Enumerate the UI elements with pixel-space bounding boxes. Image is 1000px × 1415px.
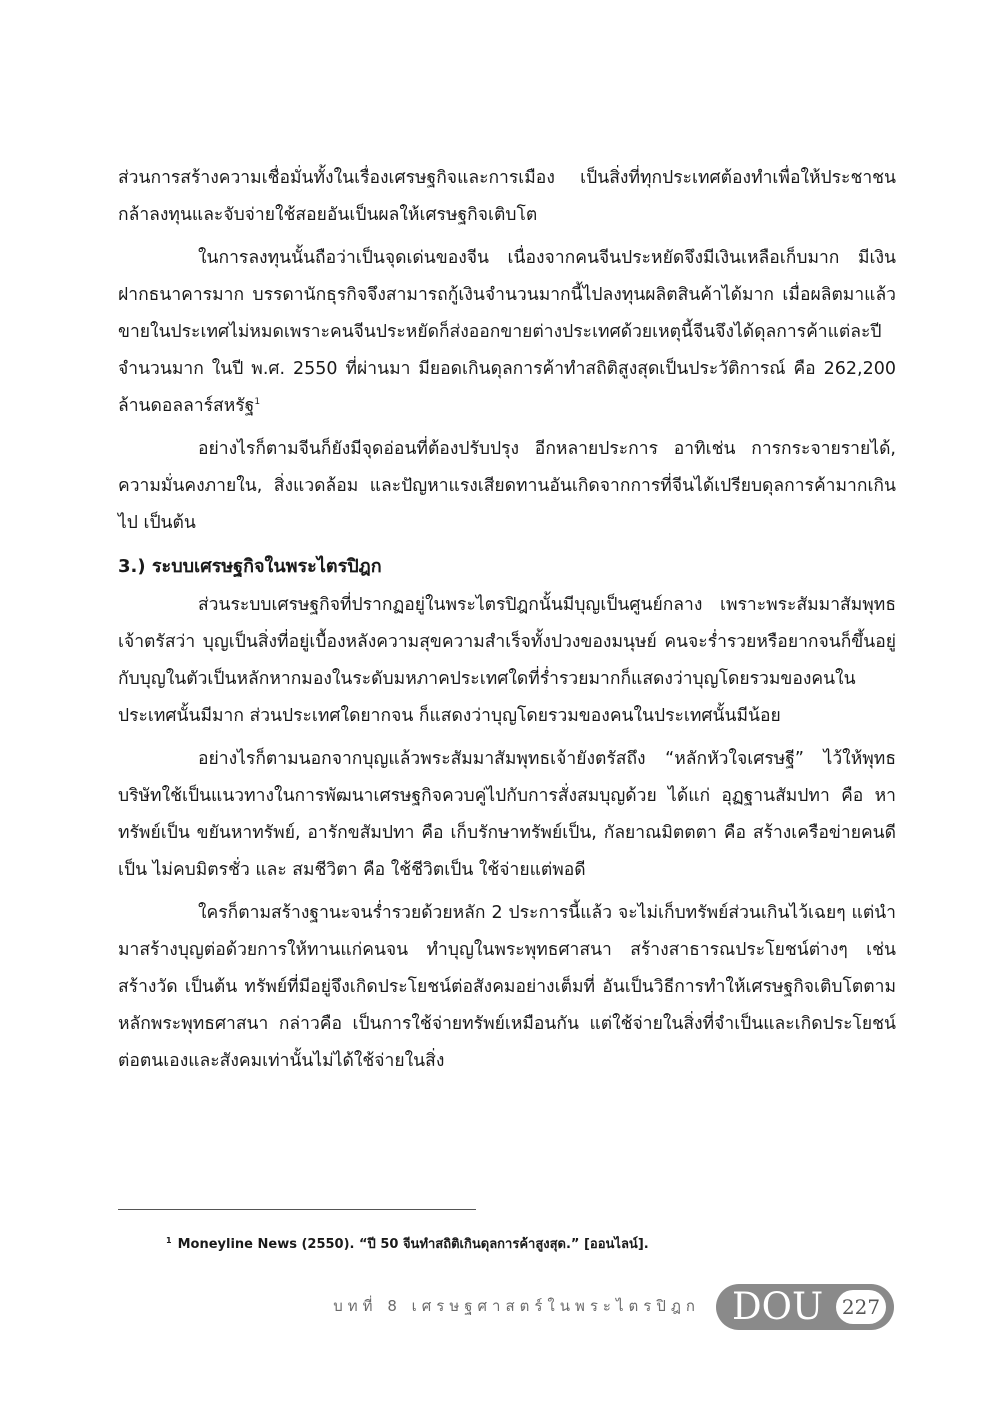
running-title: บทที่ 8 เศรษฐศาสตร์ในพระไตรปิฎก (333, 1297, 700, 1315)
page-body (118, 160, 896, 1080)
page-footer (0, 1284, 1000, 1330)
footnote-reference[interactable]: 1 (254, 397, 261, 408)
paragraph-weaknesses: อย่างไรก็ตามจีนก็ยังมีจุดอ่อนที่ต้องปรับปรุง อีกหลายประการ อาทิเช่น การกระจายรายได้, ความมั่นคงภายใน, สิ่งแวดล้อม และปัญหาแรงเสียดทานอันเกิดจากการที่จีนได้เปรียบดุลการค้ามากเกินไป เป็นต้น (118, 439, 896, 533)
paragraph-merit-system: ส่วนระบบเศรษฐกิจที่ปรากฏอยู่ในพระไตรปิฎกนั้นมีบุญเป็นศูนย์กลาง เพราะพระสัมมาสัมพุทธเจ้าตรัสว่า บุญเป็นสิ่งที่อยู่เบื้องหลังความสุขความสำเร็จทั้งปวงของมนุษย์ คนจะร่ำรวยหรือยากจนก็ขึ้นอยู่กับบุญในตัวเป็นหลักหากมองในระดับมหภาคประเทศใดที่ร่ำรวยมากก็แสดงว่าบุญโดยรวมของคนในประเทศนั้นมีมาก ส่วนประเทศใดยากจน ก็แสดงว่าบุญโดยรวมของคนในประเทศนั้นมีน้อย (118, 595, 896, 726)
section-heading: 3.) ระบบเศรษฐกิจในพระไตรปิฎก (118, 556, 382, 577)
footnote-text: Moneyline News (2550). “ปี 50 จีนทำสถิติเกินดุลการค้าสูงสุด.” [ออนไลน์]. (177, 1237, 649, 1252)
paragraph-investment (118, 240, 896, 425)
paragraph-confidence: ส่วนการสร้างความเชื่อมั่นทั้งในเรื่องเศรษฐกิจและการเมือง เป็นสิ่งที่ทุกประเทศต้องทำเพื่อให้ประชาชนกล้าลงทุนและจับจ่ายใช้สอยอันเป็นผลให้เศรษฐกิจเติบโต (118, 168, 896, 225)
page-number: 227 (836, 1290, 886, 1324)
footnote-divider (118, 1209, 476, 1210)
paragraph-investment-text: ในการลงทุนนั้นถือว่าเป็นจุดเด่นของจีน เนื่องจากคนจีนประหยัดจึงมีเงินเหลือเก็บมาก มีเงินฝากธนาคารมาก บรรดานักธุรกิจจึงสามารถกู้เงินจำนวนมากนี้ไปลงทุนผลิตสินค้าได้มาก เมื่อผลิตมาแล้วขายในประเทศไม่หมดเพราะคนจีนประหยัดก็ส่งออกขายต่างประเทศด้วยเหตุนี้จีนจึงได้ดุลการค้าแต่ละปีจำนวนมาก ในปี พ.ศ. 2550 ที่ผ่านมา มียอดเกินดุลการค้าทำสถิติสูงสุดเป็นประวัติการณ์ คือ 262,200 ล้านดอลลาร์สหรัฐ (118, 248, 896, 416)
footnote (166, 1233, 649, 1254)
dou-logo: DOU (732, 1285, 824, 1328)
paragraph-wealth-principles: อย่างไรก็ตามนอกจากบุญแล้วพระสัมมาสัมพุทธเจ้ายังตรัสถึง “หลักหัวใจเศรษฐี” ไว้ให้พุทธบริษัทใช้เป็นแนวทางในการพัฒนาเศรษฐกิจควบคู่ไปกับการสั่งสมบุญด้วย ได้แก่ อุฏฐานสัมปทา คือ หาทรัพย์เป็น ขยันหาทรัพย์, อารักขสัมปทา คือ เก็บรักษาทรัพย์เป็น, กัลยาณมิตตตา คือ สร้างเครือข่ายคนดีเป็น ไม่คบมิตรชั่ว และ สมชีวิตา คือ ใช้ชีวิตเป็น ใช้จ่ายแต่พอดี (118, 749, 896, 880)
dou-badge (716, 1284, 894, 1330)
paragraph-wealth-use: ใครก็ตามสร้างฐานะจนร่ำรวยด้วยหลัก 2 ประการนี้แล้ว จะไม่เก็บทรัพย์ส่วนเกินไว้เฉยๆ แต่นำมาสร้างบุญต่อด้วยการให้ทานแก่คนจน ทำบุญในพระพุทธศาสนา สร้างสาธารณประโยชน์ต่างๆ เช่น สร้างวัด เป็นต้น ทรัพย์ที่มีอยู่จึงเกิดประโยชน์ต่อสังคมอย่างเต็มที่ อันเป็นวิธีการทำให้เศรษฐกิจเติบโตตามหลักพระพุทธศาสนา กล่าวคือ เป็นการใช้จ่ายทรัพย์เหมือนกัน แต่ใช้จ่ายในสิ่งที่จำเป็นและเกิดประโยชน์ต่อตนเองและสังคมเท่านั้นไม่ได้ใช้จ่ายในสิ่ง (118, 903, 896, 1071)
footnote-mark: 1 (166, 1235, 172, 1245)
